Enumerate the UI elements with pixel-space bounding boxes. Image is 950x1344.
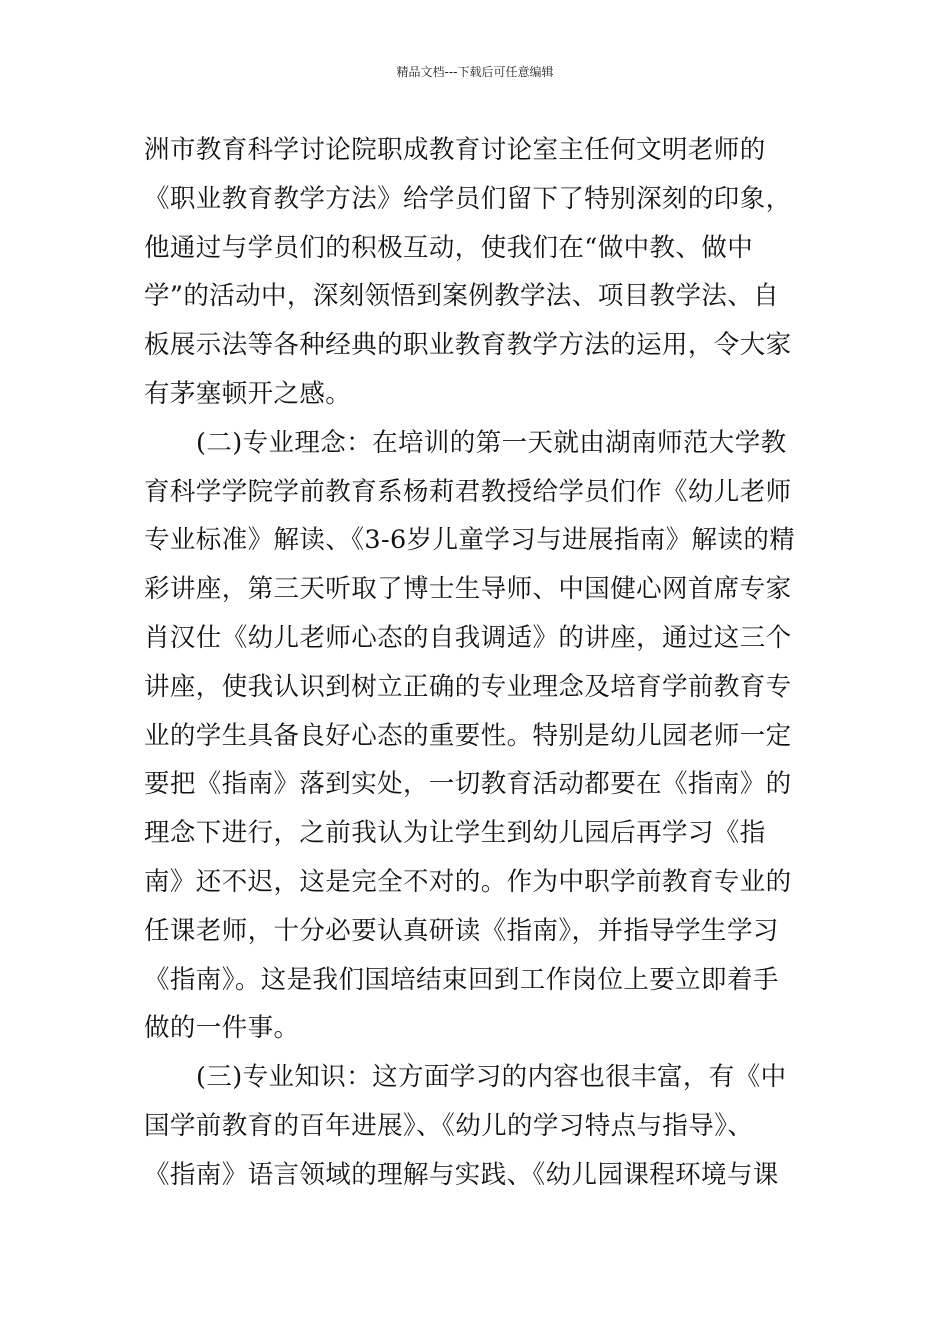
document-body xyxy=(144,126,810,1200)
text-line: 彩讲座，第三天听取了博士生导师、中国健心网首席专家 xyxy=(144,574,792,605)
text-line: 要把《指南》落到实处，一切教育活动都要在《指南》的 xyxy=(144,769,792,800)
page-header: 精品文档---下载后可任意编辑 xyxy=(396,65,554,79)
text-line: 专业标准》解读、《3-6岁儿童学习与进展指南》解读的精 xyxy=(144,525,796,556)
text-line: 讲座，使我认识到树立正确的专业理念及培育学前教育专 xyxy=(144,671,792,702)
text-line: 板展示法等各种经典的职业教育教学方法的运用，令大家 xyxy=(144,330,792,361)
text-line: 肖汉仕《幼儿老师心态的自我调适》的讲座，通过这三个 xyxy=(144,622,792,653)
paragraph-start-line: (二)专业理念：在培训的第一天就由湖南师范大学教 xyxy=(196,427,787,458)
text-line: 业的学生具备良好心态的重要性。特别是幼儿园老师一定 xyxy=(144,720,792,751)
text-line: 做的一件事。 xyxy=(144,1013,300,1044)
text-line: 《职业教育教学方法》给学员们留下了特别深刻的印象， xyxy=(144,183,792,214)
paragraph-start-line: (三)专业知识：这方面学习的内容也很丰富，有《中 xyxy=(196,1062,787,1093)
text-line: 学”的活动中，深刻领悟到案例教学法、项目教学法、自 xyxy=(144,281,780,312)
text-line: 洲市教育科学讨论院职成教育讨论室主任何文明老师的 xyxy=(144,135,766,165)
text-line: 有茅塞顿开之感。 xyxy=(144,378,352,409)
text-line: 《指南》。这是我们国培结束回到工作岗位上要立即着手 xyxy=(144,964,779,995)
text-line: 《指南》语言领域的理解与实践、《幼儿园课程环境与课 xyxy=(144,1159,779,1190)
text-line: 育科学学院学前教育系杨莉君教授给学员们作《幼儿老师 xyxy=(144,476,792,507)
text-line: 南》还不迟，这是完全不对的。作为中职学前教育专业的 xyxy=(144,866,792,897)
text-line: 任课老师，十分必要认真研读《指南》，并指导学生学习 xyxy=(144,915,779,946)
text-line: 理念下进行，之前我认为让学生到幼儿园后再学习《指 xyxy=(144,818,766,849)
text-line: 他通过与学员们的积极互动，使我们在“做中教、做中 xyxy=(144,232,754,263)
text-line: 国学前教育的百年进展》、《幼儿的学习特点与指导》、 xyxy=(144,1110,754,1141)
